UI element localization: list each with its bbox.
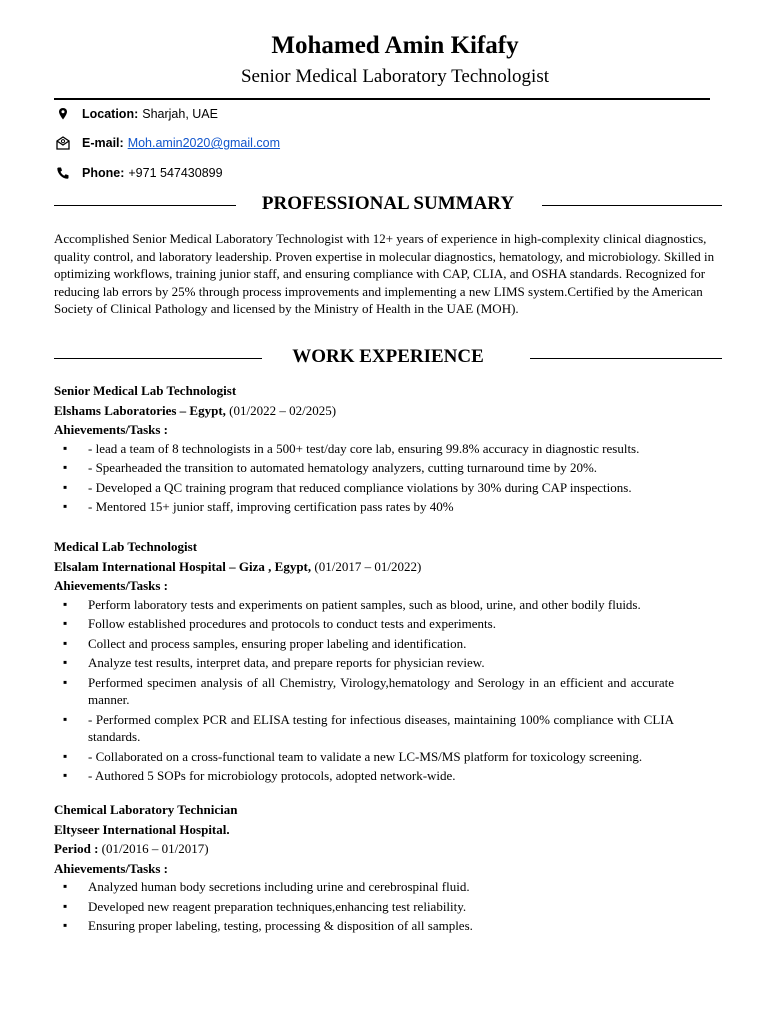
summary-heading-block — [54, 193, 722, 217]
job-task: ▪ Collect and process samples, ensuring proper labeling and identification. — [54, 635, 674, 653]
job-task: ▪ Analyzed human body secretions including urine and cerebrospinal fluid. — [54, 878, 674, 896]
job-entry — [54, 537, 694, 787]
job-period: (01/2016 – 01/2017) — [101, 841, 209, 856]
job-task: ▪ Ensuring proper labeling, testing, processing & disposition of all samples. — [54, 917, 674, 935]
job-period-label: Period : — [54, 841, 99, 856]
email-label: E-mail: — [82, 136, 124, 150]
job-entry — [54, 800, 694, 937]
job-task: ▪ - Performed complex PCR and ELISA testing for infectious diseases, maintaining 100% compliance with CLIA standards. — [54, 711, 674, 746]
job-tasks-label: Ahievements/Tasks : — [54, 578, 169, 593]
summary-text: Accomplished Senior Medical Laboratory Technologist with 12+ years of experience in high-complexity clinical diagnostics, quality control, and laboratory leadership. Proven expertise in molecular diagnostics, hematology, and microbiology. Skilled in optimizing workflows, training junior staff, and ensuring compliance with CAP, CLIA, and OSHA standards. Recognized for reducing lab errors by 25% through process improvements and implementing a new LIMS system.Certified by the American Society of Clinical Pathology and licensed by the Ministry of Health in the UAE (MOH). — [54, 231, 715, 317]
phone-label: Phone: — [82, 166, 125, 180]
job-entry — [54, 381, 694, 518]
job-task: ▪ - Authored 5 SOPs for microbiology protocols, adopted network-wide. — [54, 767, 674, 785]
candidate-title: Senior Medical Laboratory Technologist — [240, 66, 550, 87]
location-label: Location: — [82, 107, 139, 121]
job-task: ▪ Perform laboratory tests and experiments on patient samples, such as blood, urine, and other bodily fluids. — [54, 596, 674, 614]
job-task: ▪ Developed new reagent preparation techniques,enhancing test reliability. — [54, 898, 674, 916]
job-tasks-label: Ahievements/Tasks : — [54, 860, 169, 876]
summary-heading: PROFESSIONAL SUMMARY — [261, 193, 515, 214]
job-task-list — [54, 878, 694, 935]
job-period: (01/2017 – 01/2022) — [314, 558, 422, 574]
job-period-line — [54, 839, 694, 859]
job-task: ▪ - lead a team of 8 technologists in a 500+ test/day core lab, ensuring 99.8% accuracy in diagnostic results. — [54, 440, 674, 458]
job-task: ▪ Analyze test results, interpret data, and prepare reports for physician review. — [54, 654, 674, 672]
job-employer: Elshams Laboratories – Egypt, — [54, 402, 226, 418]
job-role: Senior Medical Lab Technologist — [54, 383, 237, 398]
job-task: ▪ Performed specimen analysis of all Chemistry, Virology,hematology and Serology in an efficient and accurate manner. — [54, 674, 674, 709]
job-task: ▪ - Developed a QC training program that reduced compliance violations by 30% during CAP inspections. — [54, 479, 674, 497]
phone-icon — [56, 166, 70, 180]
location-value: Sharjah, UAE — [142, 107, 218, 121]
job-employer: Eltyseer International Hospital. — [54, 821, 230, 837]
job-task: ▪ Follow established procedures and protocols to conduct tests and experiments. — [54, 615, 674, 633]
experience-heading-block — [54, 346, 722, 370]
experience-heading: WORK EXPERIENCE — [292, 346, 484, 367]
job-role: Medical Lab Technologist — [54, 539, 198, 554]
phone-value: +971 547430899 — [128, 166, 223, 180]
map-pin-icon — [56, 107, 70, 121]
summary-rule-right — [542, 205, 722, 206]
job-role: Chemical Laboratory Technician — [54, 802, 238, 817]
job-task-list — [54, 596, 694, 785]
job-employer-line — [54, 557, 694, 577]
experience-rule-right — [530, 358, 722, 359]
job-employer-line — [54, 401, 694, 421]
header-divider — [54, 98, 710, 100]
contact-phone — [56, 166, 223, 180]
job-employer: Elsalam International Hospital – Giza , Egypt, — [54, 558, 312, 574]
envelope-icon — [56, 136, 70, 150]
job-period: (01/2022 – 02/2025) — [229, 402, 337, 418]
candidate-name: Mohamed Amin Kifafy — [271, 32, 519, 59]
job-task: ▪ - Mentored 15+ junior staff, improving certification pass rates by 40% — [54, 498, 674, 516]
job-tasks-label: Ahievements/Tasks : — [54, 422, 169, 437]
contact-email — [56, 136, 280, 150]
email-link[interactable]: Moh.amin2020@gmail.com — [127, 136, 281, 150]
job-task-list — [54, 440, 694, 516]
job-task: ▪ - Collaborated on a cross-functional team to validate a new LC-MS/MS platform for toxicology screening. — [54, 748, 674, 766]
job-task: ▪ - Spearheaded the transition to automated hematology analyzers, cutting turnaround time by 20%. — [54, 459, 674, 477]
contact-location — [56, 107, 218, 121]
